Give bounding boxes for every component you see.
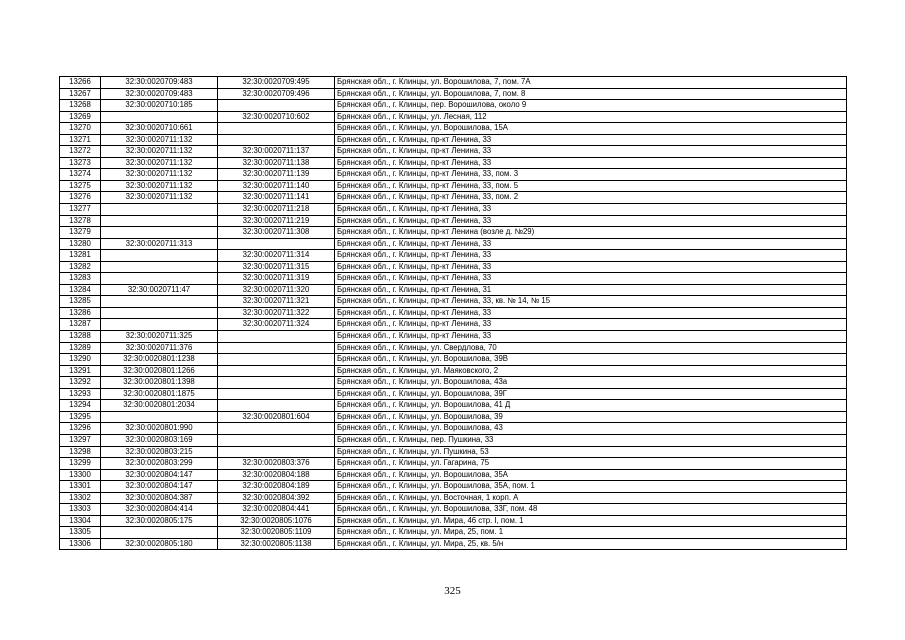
table-row [60, 100, 847, 112]
row-number-cell: 13302 [60, 492, 101, 504]
parent-cadastral-number-cell: 32:30:0020711:132 [101, 146, 218, 158]
cadastral-number-cell: 32:30:0020711:137 [218, 146, 335, 158]
address-cell: Брянская обл., г. Клинцы, пр-кт Ленина, 33 [335, 238, 847, 250]
parent-cadastral-number-cell [101, 261, 218, 273]
table-row [60, 538, 847, 550]
parent-cadastral-number-cell: 32:30:0020711:325 [101, 331, 218, 343]
table-row [60, 123, 847, 135]
cadastral-number-cell [218, 377, 335, 389]
table-row [60, 273, 847, 285]
registry-table-body [60, 77, 847, 550]
row-number-cell: 13270 [60, 123, 101, 135]
table-row [60, 504, 847, 516]
address-cell: Брянская обл., г. Клинцы, пр-кт Ленина, 33 [335, 146, 847, 158]
parent-cadastral-number-cell: 32:30:0020711:132 [101, 134, 218, 146]
address-cell: Брянская обл., г. Клинцы, ул. Мира, 25, кв. 5/н [335, 538, 847, 550]
parent-cadastral-number-cell: 32:30:0020801:1266 [101, 365, 218, 377]
parent-cadastral-number-cell: 32:30:0020801:990 [101, 423, 218, 435]
parent-cadastral-number-cell: 32:30:0020804:387 [101, 492, 218, 504]
address-cell: Брянская обл., г. Клинцы, пр-кт Ленина, 33 [335, 215, 847, 227]
row-number-cell: 13283 [60, 273, 101, 285]
table-row [60, 492, 847, 504]
parent-cadastral-number-cell [101, 307, 218, 319]
cadastral-number-cell: 32:30:0020804:188 [218, 469, 335, 481]
cadastral-number-cell: 32:30:0020804:392 [218, 492, 335, 504]
row-number-cell: 13269 [60, 111, 101, 123]
table-row [60, 146, 847, 158]
address-cell: Брянская обл., г. Клинцы, ул. Свердлова, 70 [335, 342, 847, 354]
row-number-cell: 13299 [60, 458, 101, 470]
cadastral-number-cell: 32:30:0020709:496 [218, 88, 335, 100]
address-cell: Брянская обл., г. Клинцы, ул. Восточная, 1 корп. А [335, 492, 847, 504]
address-cell: Брянская обл., г. Клинцы, пр-кт Ленина, 33 [335, 134, 847, 146]
address-cell: Брянская обл., г. Клинцы, пр-кт Ленина, 33 [335, 331, 847, 343]
row-number-cell: 13280 [60, 238, 101, 250]
cadastral-number-cell: 32:30:0020805:1109 [218, 527, 335, 539]
cadastral-number-cell [218, 134, 335, 146]
parent-cadastral-number-cell: 32:30:0020711:132 [101, 180, 218, 192]
row-number-cell: 13286 [60, 307, 101, 319]
table-row [60, 411, 847, 423]
address-cell: Брянская обл., г. Клинцы, пер. Ворошилова, около 9 [335, 100, 847, 112]
address-cell: Брянская обл., г. Клинцы, ул. Ворошилова, 43 [335, 423, 847, 435]
address-cell: Брянская обл., г. Клинцы, пр-кт Ленина, 33, пом. 2 [335, 192, 847, 204]
parent-cadastral-number-cell: 32:30:0020803:169 [101, 434, 218, 446]
parent-cadastral-number-cell: 32:30:0020801:1875 [101, 388, 218, 400]
row-number-cell: 13274 [60, 169, 101, 181]
address-cell: Брянская обл., г. Клинцы, ул. Мира, 25, пом. 1 [335, 527, 847, 539]
row-number-cell: 13291 [60, 365, 101, 377]
row-number-cell: 13273 [60, 157, 101, 169]
table-row [60, 481, 847, 493]
table-row [60, 227, 847, 239]
cadastral-number-cell: 32:30:0020805:1076 [218, 515, 335, 527]
address-cell: Брянская обл., г. Клинцы, пр-кт Ленина (возле д. №29) [335, 227, 847, 239]
row-number-cell: 13292 [60, 377, 101, 389]
page-number: 325 [444, 585, 461, 597]
parent-cadastral-number-cell [101, 296, 218, 308]
parent-cadastral-number-cell [101, 227, 218, 239]
table-row [60, 388, 847, 400]
row-number-cell: 13301 [60, 481, 101, 493]
table-row [60, 157, 847, 169]
address-cell: Брянская обл., г. Клинцы, пр-кт Ленина, 33 [335, 273, 847, 285]
cadastral-number-cell: 32:30:0020711:322 [218, 307, 335, 319]
parent-cadastral-number-cell [101, 527, 218, 539]
row-number-cell: 13304 [60, 515, 101, 527]
table-row [60, 515, 847, 527]
address-cell: Брянская обл., г. Клинцы, ул. Лесная, 112 [335, 111, 847, 123]
address-cell: Брянская обл., г. Клинцы, пр-кт Ленина, 33, кв. № 14, № 15 [335, 296, 847, 308]
table-row [60, 458, 847, 470]
table-row [60, 527, 847, 539]
parent-cadastral-number-cell [101, 319, 218, 331]
row-number-cell: 13278 [60, 215, 101, 227]
table-row [60, 365, 847, 377]
table-row [60, 342, 847, 354]
address-cell: Брянская обл., г. Клинцы, ул. Ворошилова, 39Г [335, 388, 847, 400]
cadastral-number-cell [218, 354, 335, 366]
parent-cadastral-number-cell: 32:30:0020710:661 [101, 123, 218, 135]
parent-cadastral-number-cell: 32:30:0020805:175 [101, 515, 218, 527]
parent-cadastral-number-cell: 32:30:0020711:47 [101, 284, 218, 296]
parent-cadastral-number-cell [101, 411, 218, 423]
parent-cadastral-number-cell: 32:30:0020801:1398 [101, 377, 218, 389]
cadastral-number-cell: 32:30:0020709:495 [218, 77, 335, 89]
address-cell: Брянская обл., г. Клинцы, ул. Ворошилова, 35А [335, 469, 847, 481]
cadastral-number-cell [218, 446, 335, 458]
address-cell: Брянская обл., г. Клинцы, ул. Ворошилова, 39 [335, 411, 847, 423]
parent-cadastral-number-cell: 32:30:0020709:483 [101, 88, 218, 100]
cadastral-number-cell: 32:30:0020711:324 [218, 319, 335, 331]
cadastral-number-cell: 32:30:0020804:189 [218, 481, 335, 493]
cadastral-number-cell: 32:30:0020801:604 [218, 411, 335, 423]
parent-cadastral-number-cell [101, 273, 218, 285]
table-row [60, 423, 847, 435]
row-number-cell: 13282 [60, 261, 101, 273]
table-row [60, 307, 847, 319]
address-cell: Брянская обл., г. Клинцы, пр-кт Ленина, 33 [335, 250, 847, 262]
row-number-cell: 13275 [60, 180, 101, 192]
parent-cadastral-number-cell: 32:30:0020709:483 [101, 77, 218, 89]
table-row [60, 354, 847, 366]
parent-cadastral-number-cell: 32:30:0020803:215 [101, 446, 218, 458]
table-row [60, 331, 847, 343]
cadastral-number-cell: 32:30:0020711:315 [218, 261, 335, 273]
row-number-cell: 13305 [60, 527, 101, 539]
table-row [60, 77, 847, 89]
address-cell: Брянская обл., г. Клинцы, пер. Пушкина, 33 [335, 434, 847, 446]
table-row [60, 296, 847, 308]
row-number-cell: 13266 [60, 77, 101, 89]
address-cell: Брянская обл., г. Клинцы, ул. Ворошилова, 7, пом. 8 [335, 88, 847, 100]
parent-cadastral-number-cell: 32:30:0020804:147 [101, 481, 218, 493]
parent-cadastral-number-cell: 32:30:0020803:299 [101, 458, 218, 470]
row-number-cell: 13296 [60, 423, 101, 435]
row-number-cell: 13303 [60, 504, 101, 516]
table-row [60, 204, 847, 216]
row-number-cell: 13298 [60, 446, 101, 458]
cadastral-number-cell [218, 365, 335, 377]
cadastral-number-cell: 32:30:0020711:321 [218, 296, 335, 308]
cadastral-number-cell: 32:30:0020711:139 [218, 169, 335, 181]
address-cell: Брянская обл., г. Клинцы, ул. Ворошилова, 41 Д [335, 400, 847, 412]
cadastral-number-cell [218, 331, 335, 343]
address-cell: Брянская обл., г. Клинцы, пр-кт Ленина, 31 [335, 284, 847, 296]
cadastral-number-cell: 32:30:0020711:218 [218, 204, 335, 216]
row-number-cell: 13272 [60, 146, 101, 158]
cadastral-number-cell: 32:30:0020711:320 [218, 284, 335, 296]
address-cell: Брянская обл., г. Клинцы, пр-кт Ленина, 33, пом. 3 [335, 169, 847, 181]
cadastral-number-cell [218, 342, 335, 354]
cadastral-number-cell: 32:30:0020711:141 [218, 192, 335, 204]
row-number-cell: 13297 [60, 434, 101, 446]
address-cell: Брянская обл., г. Клинцы, пр-кт Ленина, 33 [335, 261, 847, 273]
cadastral-number-cell: 32:30:0020804:441 [218, 504, 335, 516]
table-row [60, 111, 847, 123]
cadastral-number-cell: 32:30:0020711:308 [218, 227, 335, 239]
cadastral-number-cell: 32:30:0020711:140 [218, 180, 335, 192]
row-number-cell: 13281 [60, 250, 101, 262]
table-row [60, 377, 847, 389]
cadastral-number-cell: 32:30:0020805:1138 [218, 538, 335, 550]
row-number-cell: 13277 [60, 204, 101, 216]
row-number-cell: 13295 [60, 411, 101, 423]
cadastral-number-cell: 32:30:0020710:602 [218, 111, 335, 123]
row-number-cell: 13287 [60, 319, 101, 331]
parent-cadastral-number-cell: 32:30:0020711:376 [101, 342, 218, 354]
row-number-cell: 13306 [60, 538, 101, 550]
address-cell: Брянская обл., г. Клинцы, ул. Ворошилова, 39В [335, 354, 847, 366]
address-cell: Брянская обл., г. Клинцы, ул. Маяковского, 2 [335, 365, 847, 377]
table-row [60, 446, 847, 458]
table-row [60, 88, 847, 100]
parent-cadastral-number-cell [101, 111, 218, 123]
table-row [60, 180, 847, 192]
address-cell: Брянская обл., г. Клинцы, пр-кт Ленина, 33 [335, 204, 847, 216]
cadastral-number-cell [218, 388, 335, 400]
parent-cadastral-number-cell: 32:30:0020711:313 [101, 238, 218, 250]
parent-cadastral-number-cell: 32:30:0020804:414 [101, 504, 218, 516]
address-cell: Брянская обл., г. Клинцы, ул. Мира, 46 стр. I, пом. 1 [335, 515, 847, 527]
row-number-cell: 13284 [60, 284, 101, 296]
row-number-cell: 13294 [60, 400, 101, 412]
property-registry-table [59, 76, 847, 550]
address-cell: Брянская обл., г. Клинцы, ул. Ворошилова, 7, пом. 7А [335, 77, 847, 89]
address-cell: Брянская обл., г. Клинцы, ул. Ворошилова, 43а [335, 377, 847, 389]
cadastral-number-cell: 32:30:0020711:138 [218, 157, 335, 169]
cadastral-number-cell [218, 400, 335, 412]
cadastral-number-cell [218, 123, 335, 135]
parent-cadastral-number-cell [101, 215, 218, 227]
address-cell: Брянская обл., г. Клинцы, ул. Ворошилова, 15А [335, 123, 847, 135]
address-cell: Брянская обл., г. Клинцы, ул. Пушкина, 53 [335, 446, 847, 458]
cadastral-number-cell [218, 423, 335, 435]
address-cell: Брянская обл., г. Клинцы, ул. Ворошилова, 35А, пом. 1 [335, 481, 847, 493]
parent-cadastral-number-cell: 32:30:0020801:2034 [101, 400, 218, 412]
cadastral-number-cell: 32:30:0020711:219 [218, 215, 335, 227]
parent-cadastral-number-cell: 32:30:0020804:147 [101, 469, 218, 481]
row-number-cell: 13267 [60, 88, 101, 100]
row-number-cell: 13288 [60, 331, 101, 343]
table-row [60, 434, 847, 446]
address-cell: Брянская обл., г. Клинцы, ул. Гагарина, 75 [335, 458, 847, 470]
row-number-cell: 13289 [60, 342, 101, 354]
table-row [60, 134, 847, 146]
parent-cadastral-number-cell: 32:30:0020711:132 [101, 192, 218, 204]
table-row [60, 250, 847, 262]
row-number-cell: 13271 [60, 134, 101, 146]
cadastral-number-cell [218, 100, 335, 112]
address-cell: Брянская обл., г. Клинцы, пр-кт Ленина, 33 [335, 157, 847, 169]
row-number-cell: 13300 [60, 469, 101, 481]
cadastral-number-cell [218, 238, 335, 250]
table-row [60, 319, 847, 331]
row-number-cell: 13285 [60, 296, 101, 308]
parent-cadastral-number-cell: 32:30:0020711:132 [101, 169, 218, 181]
row-number-cell: 13279 [60, 227, 101, 239]
parent-cadastral-number-cell [101, 250, 218, 262]
table-row [60, 215, 847, 227]
table-row [60, 400, 847, 412]
row-number-cell: 13290 [60, 354, 101, 366]
address-cell: Брянская обл., г. Клинцы, пр-кт Ленина, 33 [335, 319, 847, 331]
table-row [60, 261, 847, 273]
cadastral-number-cell [218, 434, 335, 446]
parent-cadastral-number-cell: 32:30:0020805:180 [101, 538, 218, 550]
parent-cadastral-number-cell [101, 204, 218, 216]
address-cell: Брянская обл., г. Клинцы, пр-кт Ленина, 33 [335, 307, 847, 319]
parent-cadastral-number-cell: 32:30:0020711:132 [101, 157, 218, 169]
parent-cadastral-number-cell: 32:30:0020801:1238 [101, 354, 218, 366]
table-row [60, 238, 847, 250]
row-number-cell: 13268 [60, 100, 101, 112]
row-number-cell: 13293 [60, 388, 101, 400]
row-number-cell: 13276 [60, 192, 101, 204]
table-row [60, 469, 847, 481]
cadastral-number-cell: 32:30:0020711:314 [218, 250, 335, 262]
address-cell: Брянская обл., г. Клинцы, ул. Ворошилова, 33Г, пом. 48 [335, 504, 847, 516]
table-row [60, 284, 847, 296]
table-row [60, 192, 847, 204]
table-row [60, 169, 847, 181]
parent-cadastral-number-cell: 32:30:0020710:185 [101, 100, 218, 112]
cadastral-number-cell: 32:30:0020803:376 [218, 458, 335, 470]
address-cell: Брянская обл., г. Клинцы, пр-кт Ленина, 33, пом. 5 [335, 180, 847, 192]
cadastral-number-cell: 32:30:0020711:319 [218, 273, 335, 285]
